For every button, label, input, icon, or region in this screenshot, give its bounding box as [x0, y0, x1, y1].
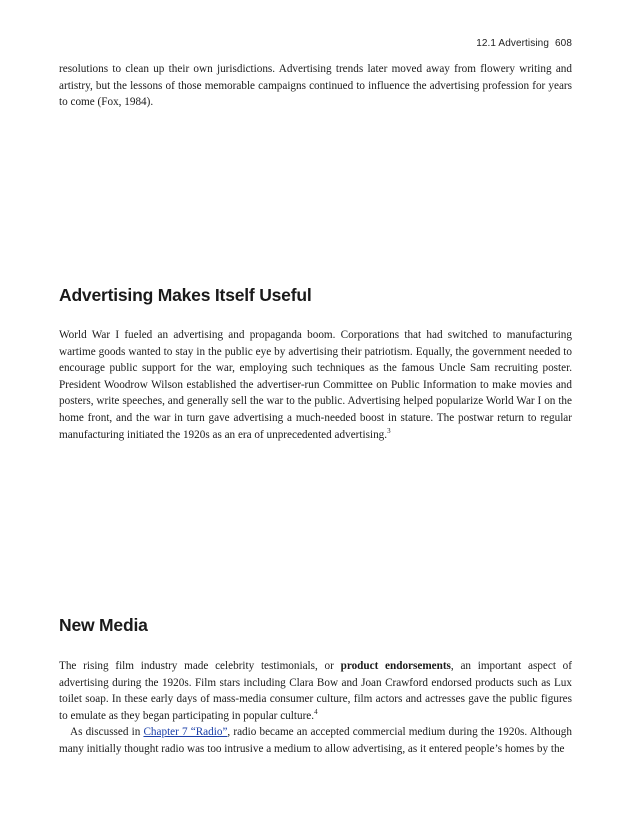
paragraph-text: , radio became an accepted commercial medium during the 1920s. Although many initially thought radio was too intrusive a medium to allow advertising, as it entered people’s homes by the [59, 726, 572, 755]
footnote-marker[interactable]: 3 [387, 426, 391, 435]
running-head-section: 12.1 Advertising [476, 38, 549, 49]
footnote-marker[interactable]: 4 [314, 707, 318, 716]
intro-paragraph: resolutions to clean up their own jurisdictions. Advertising trends later moved away from flowery writing and artistry, but the lessons of those memorable campaigns continued to influence the advertising profession for years to come (Fox, 1984). [59, 63, 572, 109]
paragraph-text: World War I fueled an advertising and propaganda boom. Corporations that had switched to manufacturing wartime goods wanted to stay in the public eye by advertising their patriotism. Equally, the government needed to encourage public support for the war, employing such techniques as the famous Uncle Sam recruiting poster. President Woodrow Wilson established the advertiser-run Committee on Public Information to make movies and posters, write speeches, and generally sell the war to the public. Advertising helped popularize World War I on the home front, and the war in turn gave advertising a much-needed boost in stature. The postwar return to regular manufacturing initiated the 1920s as an era of unprecedented advertising. [59, 329, 572, 441]
paragraph-text: , an important aspect of advertising during the 1920s. Film stars including Clara Bow and Joan Crawford endorsed products such as Lux toilet soap. In these early days of mass-media consumer culture, film actors and actresses gave the public figures to emulate as they began participating in popular culture. [59, 660, 572, 722]
section-media-paragraph-2 [59, 724, 572, 757]
section-useful-body [59, 327, 572, 443]
page-number: 608 [555, 38, 572, 49]
running-head [476, 38, 572, 49]
section-useful-paragraph [59, 327, 572, 443]
chapter-link[interactable]: Chapter 7 “Radio” [143, 726, 228, 739]
paragraph-text: The rising film industry made celebrity testimonials, or [59, 660, 341, 672]
section-heading-new-media: New Media [59, 615, 148, 635]
intro-block [59, 61, 572, 111]
section-media-paragraph-1 [59, 658, 572, 724]
key-term: product endorsements [340, 660, 451, 672]
section-media-body [59, 658, 572, 758]
section-heading-advertising-useful: Advertising Makes Itself Useful [59, 285, 312, 305]
paragraph-text: As discussed in [70, 726, 144, 739]
